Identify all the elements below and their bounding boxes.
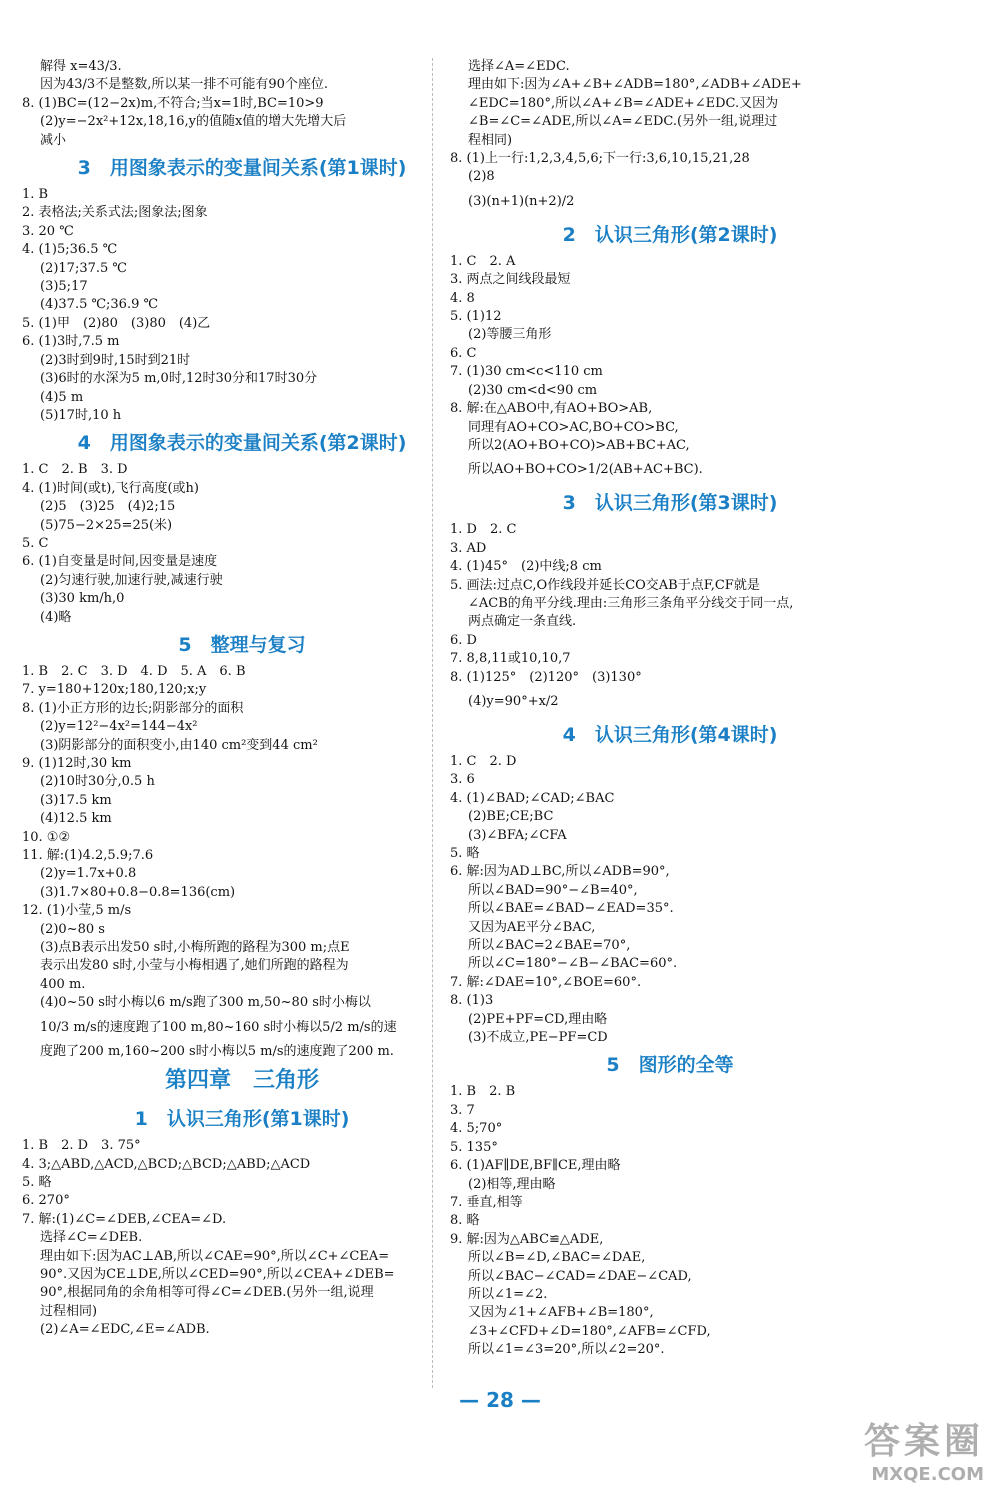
answer-line: ∠3+∠CFD+∠D=180°,∠AFB=∠CFD, xyxy=(468,1323,711,1339)
answer-line: (5)17时,10 h xyxy=(40,407,122,423)
answer-line: (4)12.5 km xyxy=(40,811,112,827)
answer-line: 400 m. xyxy=(40,976,86,992)
answer-line: 4. (1)时间(或t),飞行高度(或h) xyxy=(22,480,199,496)
answer-line: (3)5;17 xyxy=(40,279,88,295)
section-heading: 4 用图象表示的变量间关系(第2课时) xyxy=(77,432,407,455)
answer-line: 5. (1)甲 (2)80 (3)80 (4)乙 xyxy=(22,315,211,331)
answer-line: 3. 7 xyxy=(450,1102,475,1118)
answer-line: 度跑了200 m,160~200 s时小梅以5 m/s的速度跑了200 m. xyxy=(40,1043,394,1059)
answer-line: 7. 垂直,相等 xyxy=(450,1194,523,1210)
answer-line: 6. (1)3时,7.5 m xyxy=(22,334,120,350)
section-heading: 1 认识三角形(第1课时) xyxy=(134,1108,350,1131)
section-heading: 5 整理与复习 xyxy=(178,633,306,656)
answer-line: (2)30 cm<d<90 cm xyxy=(468,382,598,398)
answer-line: (2)10时30分,0.5 h xyxy=(40,774,155,790)
answer-line: (2)∠A=∠EDC,∠E=∠ADB. xyxy=(40,1322,210,1338)
answer-line: 4. 3;△ABD,△ACD,△BCD;△BCD;△ABD;△ACD xyxy=(22,1156,311,1172)
answer-line: 90°,根据同角的余角相等可得∠C=∠DEB.(另外一组,说理 xyxy=(40,1285,374,1301)
answer-line: 所以∠B=∠D,∠BAC=∠DAE, xyxy=(468,1250,646,1266)
answer-line: (2)y=−2x²+12x,18,16,y的值随x值的增大先增大后 xyxy=(40,114,347,130)
answer-line: 又因为AE平分∠BAC, xyxy=(468,919,596,935)
answer-line: 所以∠BAC=2∠BAE=70°, xyxy=(468,938,631,954)
watermark-line2: MXQE.COM xyxy=(871,1464,984,1485)
answer-line: (2)y=1.7x+0.8 xyxy=(40,866,137,882)
answer-line: (3)(n+1)(n+2)/2 xyxy=(468,193,575,209)
answer-line: ∠ACB的角平分线.理由:三角形三条角平分线交于同一点, xyxy=(468,595,794,611)
answer-line: 7. 解:(1)∠C=∠DEB,∠CEA=∠D. xyxy=(22,1211,227,1227)
answer-line: (5)75−2×25=25(米) xyxy=(40,517,173,533)
answer-line: (3)1.7×80+0.8−0.8=136(cm) xyxy=(40,884,236,900)
answer-line: 7. y=180+120x;180,120;x;y xyxy=(22,682,207,698)
answer-line: 5. (1)12 xyxy=(450,309,502,325)
answer-line: (2)相等,理由略 xyxy=(468,1176,556,1192)
answer-line: 12. (1)小莹,5 m/s xyxy=(22,903,132,919)
answer-line: 所以∠BAE=∠BAD−∠EAD=35°. xyxy=(468,901,674,917)
answer-line: (3)不成立,PE−PF=CD xyxy=(468,1030,608,1046)
answer-line: 程相同) xyxy=(468,132,513,148)
section-heading: 5 图形的全等 xyxy=(606,1054,734,1077)
answer-line: 8. 略 xyxy=(450,1213,480,1229)
answer-line: 8. (1)125° (2)120° (3)130° xyxy=(450,669,642,685)
answer-line: 8. (1)上一行:1,2,3,4,5,6;下一行:3,6,10,15,21,28 xyxy=(450,151,750,167)
answer-line: 1. B 2. B xyxy=(450,1084,516,1100)
answer-line: 6. 解:因为AD⊥BC,所以∠ADB=90°, xyxy=(450,864,670,880)
answer-line: (2)3时到9时,15时到21时 xyxy=(40,352,191,368)
answer-line: (4)0~50 s时小梅以6 m/s跑了300 m,50~80 s时小梅以 xyxy=(40,995,371,1011)
column-divider xyxy=(432,58,433,1388)
answer-line: 理由如下:因为AC⊥AB,所以∠CAE=90°,所以∠C+∠CEA= xyxy=(40,1248,390,1264)
answer-line: (2)等腰三角形 xyxy=(468,327,552,343)
answer-line: 4. 8 xyxy=(450,290,475,306)
answer-line: 所以∠1=∠3=20°,所以∠2=20°. xyxy=(468,1342,665,1358)
answer-line: 5. C xyxy=(22,535,49,551)
answer-line: 又因为∠1+∠AFB+∠B=180°, xyxy=(468,1305,654,1321)
answer-line: 理由如下:因为∠A+∠B+∠ADB=180°,∠ADB+∠ADE+ xyxy=(468,77,802,93)
answer-line: 11. 解:(1)4.2,5.9;7.6 xyxy=(22,848,154,864)
answer-line: 8. 解:在△ABO中,有AO+BO>AB, xyxy=(450,401,653,417)
answer-line: 过程相同) xyxy=(40,1303,98,1319)
answer-line: (4)37.5 ℃;36.9 ℃ xyxy=(40,297,159,313)
chapter-heading: 第四章 三角形 xyxy=(164,1068,319,1094)
answer-line: 10. ①② xyxy=(22,829,71,845)
answer-line: 6. 270° xyxy=(22,1193,70,1209)
answer-line: 6. (1)AF∥DE,BF∥CE,理由略 xyxy=(450,1158,621,1174)
answer-line: ∠B=∠C=∠ADE,所以∠A=∠EDC.(另外一组,说理过 xyxy=(468,114,778,130)
answer-line: (4)5 m xyxy=(40,389,84,405)
answer-line: ∠EDC=180°,所以∠A+∠B=∠ADE+∠EDC.又因为 xyxy=(468,95,779,111)
answer-line: 因为43/3不是整数,所以某一排不可能有90个座位. xyxy=(40,77,328,93)
page-number: — 28 — xyxy=(459,1388,541,1412)
answer-line: (3)17.5 km xyxy=(40,792,112,808)
answer-line: 6. D xyxy=(450,632,477,648)
answer-line: 8. (1)小正方形的边长;阴影部分的面积 xyxy=(22,700,244,716)
answer-line: (2)PE+PF=CD,理由略 xyxy=(468,1011,608,1027)
answer-line: (3)点B表示出发50 s时,小梅所跑的路程为300 m;点E xyxy=(40,940,350,956)
answer-line: 7. 解:∠DAE=10°,∠BOE=60°. xyxy=(450,974,642,990)
answer-line: (4)y=90°+x/2 xyxy=(468,693,559,709)
answer-line: 减小 xyxy=(40,132,67,148)
answer-line: 90°.又因为CE⊥DE,所以∠CED=90°,所以∠CEA+∠DEB= xyxy=(40,1266,395,1282)
answer-line: 1. B 2. D 3. 75° xyxy=(22,1138,141,1154)
answer-line: 4. (1)45° (2)中线;8 cm xyxy=(450,559,602,575)
answer-line: 1. C 2. A xyxy=(450,253,516,269)
answer-line: 1. B 2. C 3. D 4. D 5. A 6. B xyxy=(22,663,246,679)
answer-line: (3)6时的水深为5 m,0时,12时30分和17时30分 xyxy=(40,371,318,387)
answer-line: 表示出发80 s时,小莹与小梅相遇了,她们所跑的路程为 xyxy=(40,958,349,974)
answer-line: 所以∠BAD=90°−∠B=40°, xyxy=(468,882,638,898)
answer-line: (2)BE;CE;BC xyxy=(468,809,554,825)
answer-line: 所以∠1=∠2. xyxy=(468,1286,548,1302)
answer-line: 1. C 2. B 3. D xyxy=(22,462,128,478)
answer-line: 5. 画法:过点C,O作线段并延长CO交AB于点F,CF就是 xyxy=(450,577,760,593)
answer-line: 同理有AO+CO>AC,BO+CO>BC, xyxy=(468,419,679,435)
answer-line: (2)0~80 s xyxy=(40,921,105,937)
answer-line: 9. (1)12时,30 km xyxy=(22,756,132,771)
answer-line: 5. 略 xyxy=(22,1174,52,1190)
watermark-logo xyxy=(864,1413,984,1485)
left-column xyxy=(22,58,462,1340)
answer-line: 5. 135° xyxy=(450,1139,498,1155)
answer-line: 9. 解:因为△ABC≌△ADE, xyxy=(450,1231,604,1247)
answer-line: 1. B xyxy=(22,187,49,203)
answer-line: 1. C 2. D xyxy=(450,753,517,769)
answer-line: 解得 x=43/3. xyxy=(40,59,122,74)
answer-line: 所以∠BAC−∠CAD=∠DAE−∠CAD, xyxy=(468,1268,692,1284)
answer-line: 选择∠C=∠DEB. xyxy=(40,1230,143,1246)
answer-line: (2)8 xyxy=(468,169,495,185)
answer-line: 6. C xyxy=(450,345,477,361)
answer-line: 3. AD xyxy=(450,540,487,556)
answer-line: (2)y=12²−4x²=144−4x² xyxy=(40,719,198,735)
answer-line: 4. (1)∠BAD;∠CAD;∠BAC xyxy=(450,790,615,806)
answer-line: (2)17;37.5 ℃ xyxy=(40,260,127,276)
answer-line: 所以AO+BO+CO>1/2(AB+AC+BC). xyxy=(468,462,703,478)
answer-line: 1. D 2. C xyxy=(450,522,517,538)
answer-line: 8. (1)3 xyxy=(450,993,494,1009)
section-heading: 3 认识三角形(第3课时) xyxy=(562,492,778,515)
answer-line: 4. (1)5;36.5 ℃ xyxy=(22,242,118,258)
watermark-line1: 答案圈 xyxy=(863,1421,984,1462)
answer-line: 5. 略 xyxy=(450,846,480,861)
answer-line: 3. 6 xyxy=(450,772,475,788)
answer-line: 2. 表格法;关系式法;图象法;图象 xyxy=(22,205,208,221)
answer-line: 所以∠C=180°−∠B−∠BAC=60°. xyxy=(468,956,678,972)
answer-line: (3)阴影部分的面积变小,由140 cm²变到44 cm² xyxy=(40,737,318,753)
answer-line: (4)略 xyxy=(40,609,72,625)
answer-line: 3. 20 ℃ xyxy=(22,223,74,239)
section-heading: 4 认识三角形(第4课时) xyxy=(562,723,778,746)
answer-line: (2)5 (3)25 (4)2;15 xyxy=(40,499,176,515)
section-heading: 3 用图象表示的变量间关系(第1课时) xyxy=(77,157,407,180)
answer-line: 7. 8,8,11或10,10,7 xyxy=(450,651,571,667)
answer-line: (3)∠BFA;∠CFA xyxy=(468,827,567,843)
section-heading: 2 认识三角形(第2课时) xyxy=(562,223,778,246)
answer-line: 所以2(AO+BO+CO)>AB+BC+AC, xyxy=(468,437,690,453)
answer-line: 4. 5;70° xyxy=(450,1121,503,1137)
answer-line: 两点确定一条直线. xyxy=(468,614,577,630)
answer-line: 8. (1)BC=(12−2x)m,不符合;当x=1时,BC=10>9 xyxy=(22,95,324,111)
answer-line: 3. 两点之间线段最短 xyxy=(450,272,571,288)
answer-line: (3)30 km/h,0 xyxy=(40,591,125,607)
answer-line: 10/3 m/s的速度跑了100 m,80~160 s时小梅以5/2 m/s的速 xyxy=(40,1019,397,1035)
answer-line: (2)匀速行驶,加速行驶,减速行驶 xyxy=(40,572,223,588)
answer-line: 7. (1)30 cm<c<110 cm xyxy=(450,364,603,380)
answer-line: 6. (1)自变量是时间,因变量是速度 xyxy=(22,554,218,570)
answer-line: 选择∠A=∠EDC. xyxy=(468,59,570,74)
right-column xyxy=(450,58,890,1360)
